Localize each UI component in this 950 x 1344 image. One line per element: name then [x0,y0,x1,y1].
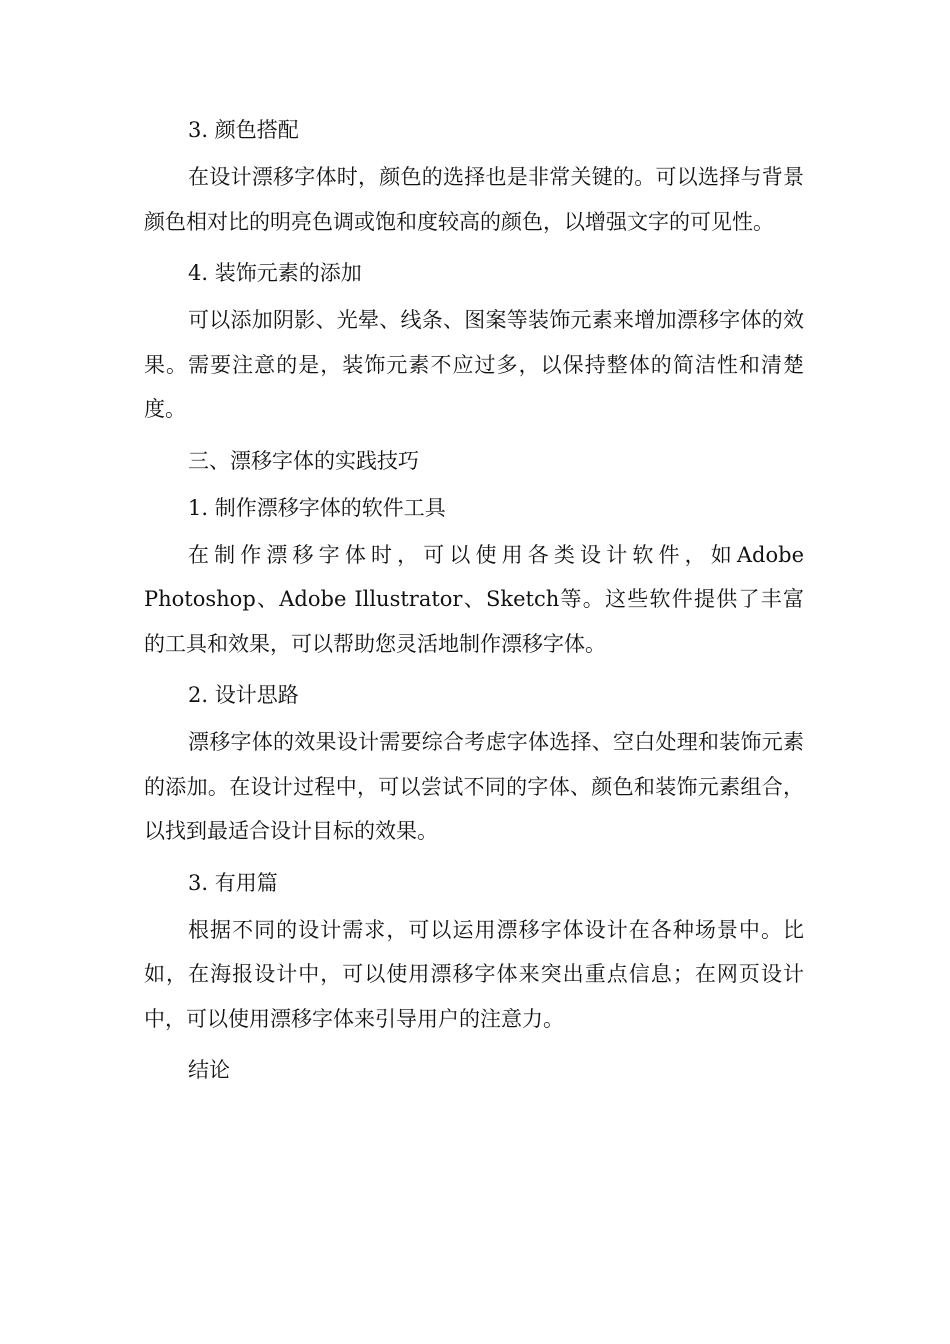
section-heading-useful: 3. 有用篇 [188,870,278,895]
paragraph-software-tools: 在制作漂移字体时，可以使用各类设计软件，如Adobe Photoshop、Adobe Illustrator、Sketch等。这些软件提供了丰富的工具和效果，可以帮助您灵活地制作漂移字体。 [144,542,804,656]
section-heading-software-tools: 1. 制作漂移字体的软件工具 [188,495,446,520]
section-heading-design-ideas: 2. 设计思路 [188,683,299,707]
document-body [144,108,804,1095]
section-heading-conclusion: 结论 [188,1058,230,1082]
section-heading-decorative-elements: 4. 装饰元素的添加 [188,261,362,285]
paragraph-design-ideas: 漂移字体的效果设计需要综合考虑字体选择、空白处理和装饰元素的添加。在设计过程中，可以尝试不同的字体、颜色和装饰元素组合，以找到最适合设计目标的效果。 [144,730,804,843]
paragraph-color-matching: 在设计漂移字体时，颜色的选择也是非常关键的。可以选择与背景颜色相对比的明亮色调或饱和度较高的颜色，以增强文字的可见性。 [144,165,804,234]
chapter-heading-practice-tips: 三、漂移字体的实践技巧 [188,448,419,473]
paragraph-useful: 根据不同的设计需求，可以运用漂移字体设计在各种场景中。比如，在海报设计中，可以使用漂移字体来突出重点信息；在网页设计中，可以使用漂移字体来引导用户的注意力。 [144,917,804,1031]
section-heading-color-matching: 3. 颜色搭配 [188,118,299,142]
paragraph-decorative-elements: 可以添加阴影、光晕、线条、图案等装饰元素来增加漂移字体的效果。需要注意的是，装饰元素不应过多，以保持整体的简洁性和清楚度。 [144,308,804,421]
